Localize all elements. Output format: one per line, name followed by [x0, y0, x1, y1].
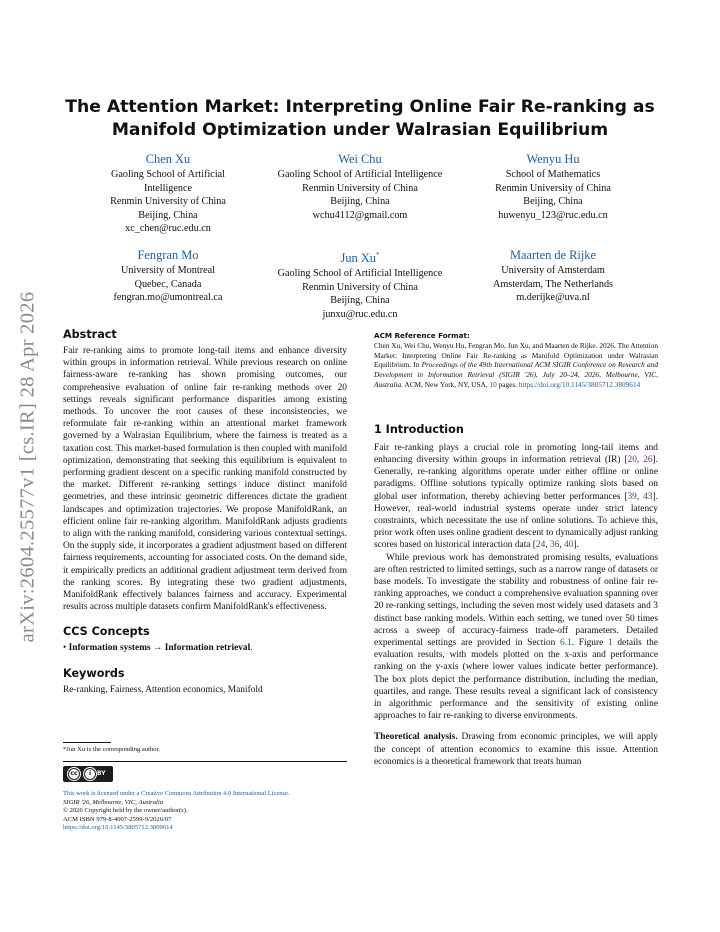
- license-link[interactable]: This work is licensed under a Creative Commons Attribution 4.0 International License.: [63, 790, 290, 797]
- license-venue: SIGIR '26, Melbourne, VIC, Australia: [63, 798, 164, 806]
- acm-ref-text-c: pages.: [496, 379, 519, 389]
- license-copyright: © 2026 Copyright held by the owner/author(s).: [63, 807, 188, 815]
- intro-p2-text: While previous work has demonstrated promising results, evaluations are often restricted to limited settings, such as a narrow range of datasets or base models. To investigate the stability and robustness of online fair re-ranking approaches, we conduct a comprehensive evaluation spanning over 20 re-ranking settings, including the seven most widely used datasets and 3 distinct base ranking models. Within each setting, we tuned over 50 times across a sweep of accuracy-fairness trade-off parameters. Detailed experimental settings are provided in Section: [374, 552, 658, 649]
- ccs-bullet: •: [63, 643, 67, 654]
- author-location: Beijing, China: [330, 196, 390, 208]
- author-affiliation: Renmin University of China: [495, 182, 611, 194]
- abstract-text: Fair re-ranking aims to promote long-tail items and enhance diversity within groups in information retrieval. While previous research on online fairness-aware re-ranking has shown promising outcomes, our comprehensive evaluation of online fair re-ranking methods over 20 settings reveals significant performance disparities among existing methods. To uncover the root causes of these inconsistencies, we reformulate fair re-ranking within an attentional market framework governed by a Walrasian Equilibrium, where the fairness is treated as a taxation cost. This market-based formulation is then coupled with manifold optimization, demonstrating that seeking this equilibrium is equivalent to performing gradient descent on a specific ranking manifold constructed by the market. Different re-ranking settings induce distinct manifold geometries, and these intrinsic geometric differences dictate the gradient landscapes and optimization trajectories. We propose ManifoldRank, an efficient online fair re-ranking algorithm. ManifoldRank adjusts gradients to align with the ranking manifold, considering various contextual settings. On the supply side, it incorporates a gradient adjustment based on different fairness requirements, accounting for associated costs. On the demand side, it empirically predicts an additional gradient adjustment term derived from the ranking scores. By integrating these two gradient adjustments, ManifoldRank effectively balances fairness and accuracy. Experimental results across multiple datasets confirm ManifoldRank's effectiveness.: [63, 346, 347, 613]
- author-name-wrap[interactable]: [260, 247, 460, 267]
- author-location: Beijing, China: [330, 295, 390, 307]
- author-affiliation: Gaoling School of Artificial Intelligence: [277, 268, 443, 280]
- by-label: BY: [97, 770, 106, 777]
- citation-link[interactable]: 43: [643, 491, 653, 502]
- acm-ref-text-a: Chen Xu, Wei Chu, Wenyu Hu, Fengran Mo, Jun Xu, and Maarten de Rijke. 2026. The Attention Market: Interpreting Online Fair Re-ranking as Manifold Optimization under Walrasian Equilibrium. In: [374, 340, 658, 370]
- license-doi-link[interactable]: https://doi.org/10.1145/3805712.3809614: [63, 824, 173, 832]
- acm-ref-doi-link[interactable]: https://doi.org/10.1145/3805712.3809614: [518, 379, 641, 389]
- license-block: [63, 766, 353, 833]
- corresponding-mark: *: [375, 251, 380, 259]
- author-email: m.derijke@uva.nl: [516, 292, 590, 304]
- author-name[interactable]: Wei Chu: [338, 152, 382, 166]
- author-block-3: [453, 151, 653, 222]
- acm-reference: [374, 331, 658, 390]
- acm-ref-venue: Proceedings of the 49th International ACM SIGIR Conference on Research and Development in Information Retrieval (SIGIR '26), July 20–24, 2026, Melbourne, VIC, Australia.: [374, 360, 658, 389]
- author-affiliation: University of Amsterdam: [501, 265, 605, 276]
- author-block-5: [260, 247, 460, 322]
- ccs-end: .: [250, 643, 253, 654]
- intro-paragraph-2: [374, 552, 658, 723]
- author-location: Quebec, Canada: [134, 278, 202, 290]
- author-block-2: [260, 151, 460, 222]
- author-affiliation: Gaoling School of Artificial: [110, 169, 226, 180]
- left-column: [63, 328, 347, 696]
- title-line-1: The Attention Market: Interpreting Online Fair Re-ranking as: [65, 97, 655, 117]
- intro-p1-text: ]. However, real-world industrial systems operate under strict latency constraints, which necessitate the use of online solutions. To achieve this, prior work often uses online gradient descent to dynamically adjust ranking scores based on historical interaction data [: [374, 491, 658, 551]
- author-block-1: [68, 151, 268, 236]
- attribution-icon: i: [84, 768, 96, 780]
- citation-sep: ,: [559, 540, 565, 551]
- right-column: [374, 331, 658, 768]
- intro-paragraph-3: [374, 731, 658, 768]
- author-email: fengran.mo@umontreal.ca: [113, 292, 223, 304]
- citation-link[interactable]: 20: [627, 454, 637, 465]
- keywords-text: Re-ranking, Fairness, Attention economics, Manifold: [63, 684, 263, 695]
- author-affiliation: School of Mathematics: [505, 169, 601, 180]
- arxiv-sidebar-stamp: [8, 262, 48, 672]
- ccs-concepts: [63, 642, 347, 654]
- intro-p3-text: Drawing from economic principles, we will apply the concept of attention economics to examine this issue. Attention economics is a theoretical framework that treats human: [374, 732, 658, 767]
- author-email: junxu@ruc.edu.cn: [322, 308, 398, 320]
- section-link[interactable]: 6.1: [560, 638, 572, 649]
- intro-p1-text: ].: [573, 540, 579, 551]
- citation-link[interactable]: 40: [564, 540, 574, 551]
- keywords-heading: Keywords: [63, 666, 125, 680]
- ccs-item: Information systems → Information retrieval: [68, 643, 251, 654]
- author-email: xc_chen@ruc.edu.cn: [125, 223, 211, 235]
- figure-link[interactable]: 1: [607, 638, 613, 649]
- author-affiliation: University of Montreal: [121, 265, 215, 276]
- citation-link[interactable]: 39: [627, 491, 637, 502]
- acm-ref-text-b: ACM, New York, NY, USA,: [403, 379, 490, 389]
- citation-sep: ,: [636, 491, 644, 502]
- acm-ref-heading: ACM Reference Format:: [374, 331, 470, 340]
- author-email: wchu4112@gmail.com: [312, 209, 408, 221]
- citation-sep: ,: [545, 540, 550, 551]
- author-affiliation: Intelligence: [143, 182, 193, 194]
- abstract-heading: Abstract: [63, 328, 117, 341]
- author-location: Beijing, China: [523, 196, 583, 208]
- author-block-6: [453, 247, 653, 305]
- ccs-heading: CCS Concepts: [63, 625, 150, 639]
- intro-paragraph-1: [374, 442, 658, 552]
- cc-by-badge-icon[interactable]: [63, 766, 113, 782]
- intro-p2-text: details the evaluation results, with models plotted on the x-axis and performance ranking on the y-axis (where lower values indicate better performance). The box plots depict the performance distribution, including the median, quartiles, and range. These results reveal a significant lack of consistency in algorithmic performance and the sensitivity of existing online approaches to fair re-ranking to diverse environments.: [374, 638, 658, 722]
- citation-link[interactable]: 26: [643, 454, 653, 465]
- author-name[interactable]: Wenyu Hu: [526, 152, 580, 166]
- author-name[interactable]: Jun Xu: [340, 251, 376, 266]
- author-name[interactable]: Fengran Mo: [137, 248, 199, 262]
- paper-title: [60, 96, 660, 142]
- author-name[interactable]: Maarten de Rijke: [509, 248, 596, 262]
- author-email: huwenyu_123@ruc.edu.cn: [498, 209, 608, 221]
- intro-p1-text: ]. Generally, re-ranking algorithms operate under either offline or online paradigms. Offline solutions typically optimize ranking slots based on global user information, thereby achieving better performances [: [374, 454, 658, 502]
- author-affiliation: Renmin University of China: [110, 196, 226, 208]
- author-affiliation: Renmin University of China: [302, 182, 418, 194]
- author-location: Beijing, China: [138, 209, 198, 221]
- footnote: *Jun Xu is the corresponding author.: [63, 746, 161, 753]
- citation-sep: ,: [636, 454, 644, 465]
- intro-p1-text: Fair re-ranking plays a crucial role in promoting long-tail items and enhancing diversity within groups in information retrieval (IR) [: [374, 442, 658, 465]
- author-name[interactable]: Chen Xu: [145, 152, 191, 166]
- title-line-2: Manifold Optimization under Walrasian Equilibrium: [111, 120, 609, 140]
- footnote-rule: [63, 742, 111, 743]
- arxiv-id: arXiv:2604.25577v1 [cs.IR] 28 Apr 2026: [16, 291, 39, 643]
- author-location: Amsterdam, The Netherlands: [492, 278, 614, 290]
- acm-ref-pages-link[interactable]: 10: [489, 379, 497, 389]
- intro-p2-text: . Figure: [571, 638, 608, 649]
- cc-logo-icon: cc: [68, 768, 80, 780]
- author-block-4: [68, 247, 268, 305]
- citation-link[interactable]: 36: [549, 540, 560, 551]
- license-isbn: ACM ISBN 979-8-4007-2599-9/2026/07: [63, 815, 172, 823]
- author-affiliation: Gaoling School of Artificial Intelligence: [277, 169, 443, 180]
- theoretical-analysis-heading: Theoretical analysis.: [374, 732, 458, 743]
- author-affiliation: Renmin University of China: [302, 281, 418, 293]
- citation-link[interactable]: 24: [535, 540, 546, 551]
- license-rule: [63, 761, 347, 762]
- intro-heading: 1 Introduction: [374, 422, 464, 436]
